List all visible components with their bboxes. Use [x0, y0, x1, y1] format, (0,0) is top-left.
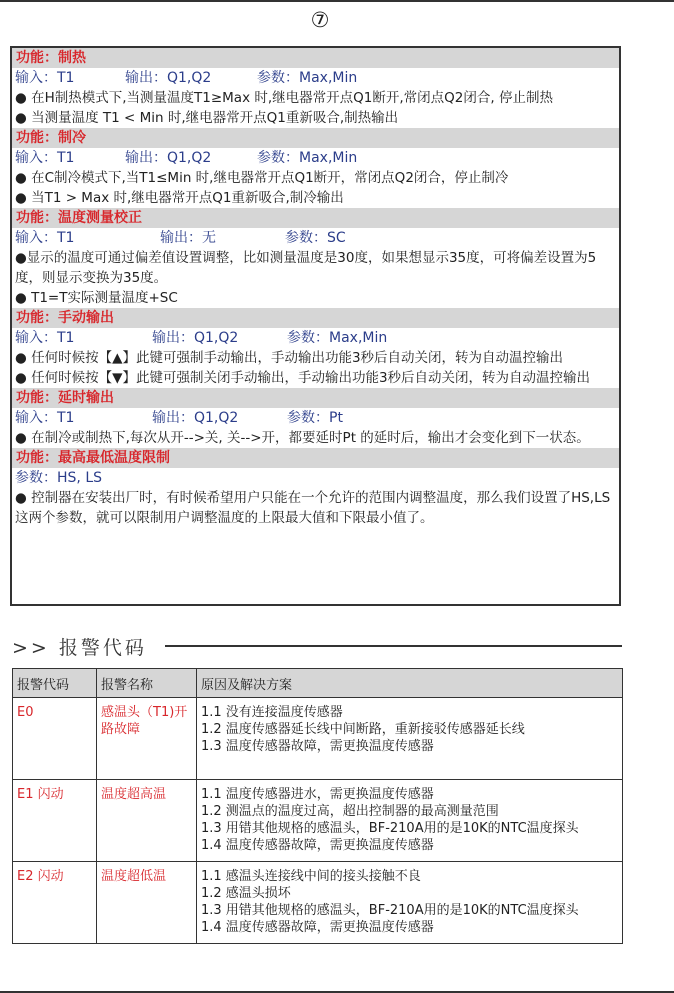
io-param: 参数：SC	[285, 230, 346, 246]
alarm-code: E1 闪动	[13, 780, 97, 862]
alarm-name: 温度超低温	[97, 862, 197, 944]
io-param: 参数：Max,Min	[287, 330, 388, 346]
function-line: ● 当测量温度 T1 < Min 时,继电器常开点Q1重新吸合,制热输出	[15, 110, 399, 126]
function-line: ● 在H制热模式下,当测量温度T1≥Max 时,继电器常开点Q1断开,常闭点Q2闭合, 停止制热	[15, 90, 553, 106]
function-line: ● 在C制冷模式下,当T1≤Min 时,继电器常开点Q1断开，常闭点Q2闭合，停止制冷	[15, 170, 509, 186]
io-input: 输入：T1	[15, 230, 75, 246]
top-rule	[0, 0, 674, 2]
io-input: 输入：T1	[15, 330, 75, 346]
column-header-causes: 原因及解决方案	[197, 669, 623, 698]
io-output: 输出：Q1,Q2	[125, 70, 212, 86]
io-input: 输入：T1	[15, 150, 75, 166]
function-io-manual	[12, 328, 619, 348]
function-paragraph: ● 任何时候按【▼】此键可强制关闭手动输出，手动输出功能3秒后自动关闭，转为自动温控输出	[15, 370, 591, 386]
cause-line: 1.3 用错其他规格的感温头，BF-210A用的是10K的NTC温度探头	[201, 821, 579, 836]
function-paragraph: ●显示的温度可通过偏差值设置调整，比如测量温度是30度，如果想显示35度，可将偏差设置为5度，则显示变换为35度。	[15, 250, 597, 286]
function-heading-delay: 功能：延时输出	[12, 388, 619, 408]
io-output: 输出：Q1,Q2	[125, 150, 212, 166]
function-io-cooling	[12, 148, 619, 168]
alarm-table-header-row	[13, 669, 623, 698]
cause-line: 1.1 感温头连接线中间的接头接触不良	[201, 869, 421, 884]
io-param: 参数：Max,Min	[257, 70, 358, 86]
function-line: ● T1=T实际测量温度+SC	[15, 290, 178, 306]
table-row	[13, 780, 623, 862]
function-io-delay	[12, 408, 619, 428]
column-header-name: 报警名称	[97, 669, 197, 698]
alarm-code: E2 闪动	[13, 862, 97, 944]
table-row	[13, 862, 623, 944]
function-line: ● 当T1 > Max 时,继电器常开点Q1重新吸合,制冷输出	[15, 190, 344, 206]
cause-line: 1.3 温度传感器故障，需更换温度传感器	[201, 739, 434, 754]
cause-line: 1.1 没有连接温度传感器	[201, 705, 343, 720]
function-box	[10, 46, 621, 606]
alarm-causes	[197, 698, 623, 780]
io-input: 输入：T1	[15, 70, 75, 86]
alarm-code: E0	[13, 698, 97, 780]
cause-line: 1.2 感温头损坏	[201, 886, 291, 901]
cause-line: 1.1 温度传感器进水，需更换温度传感器	[201, 787, 434, 802]
function-paragraph: ● 任何时候按【▲】此键可强制手动输出，手动输出功能3秒后自动关闭，转为自动温控输出	[15, 350, 564, 366]
function-io-heating	[12, 68, 619, 88]
io-param: 参数：Max,Min	[257, 150, 358, 166]
io-output: 输出：无	[160, 230, 216, 246]
function-io-limit	[12, 468, 619, 488]
io-input: 输入：T1	[15, 410, 75, 426]
io-output: 输出：Q1,Q2	[152, 330, 239, 346]
alarm-name: 感温头（T1)开路故障	[97, 698, 197, 780]
function-io-calibration	[12, 228, 619, 248]
io-param: 参数：Pt	[287, 410, 343, 426]
alarm-table	[12, 668, 623, 944]
function-paragraph: ● 在制冷或制热下,每次从开-->关, 关-->开，都要延时Pt 的延时后，输出才会变化到下一状态。	[15, 430, 590, 446]
function-heading-limit: 功能：最高最低温度限制	[12, 448, 619, 468]
cause-line: 1.2 温度传感器延长线中间断路，重新接驳传感器延长线	[201, 722, 525, 737]
function-heading-cooling: 功能：制冷	[12, 128, 619, 148]
cause-line: 1.4 温度传感器故障，需更换温度传感器	[201, 838, 434, 853]
alarm-heading-rule	[165, 645, 622, 647]
function-paragraph: ● 控制器在安装出厂时，有时候希望用户只能在一个允许的范围内调整温度，那么我们设置了HS,LS这两个参数，就可以限制用户调整温度的上限最大值和下限最小值了。	[15, 490, 611, 526]
function-heading-heating: 功能：制热	[12, 48, 619, 68]
alarm-section-heading: >> 报警代码	[12, 637, 147, 659]
alarm-causes	[197, 862, 623, 944]
table-row	[13, 698, 623, 780]
io-output: 输出：Q1,Q2	[152, 410, 239, 426]
alarm-name: 温度超高温	[97, 780, 197, 862]
alarm-causes	[197, 780, 623, 862]
function-heading-calibration: 功能：温度测量校正	[12, 208, 619, 228]
column-header-code: 报警代码	[13, 669, 97, 698]
page-number: ⑦	[310, 8, 330, 32]
function-heading-manual: 功能：手动输出	[12, 308, 619, 328]
cause-line: 1.2 测温点的温度过高，超出控制器的最高测量范围	[201, 804, 499, 819]
cause-line: 1.4 温度传感器故障，需更换温度传感器	[201, 920, 434, 935]
io-param: 参数：HS, LS	[15, 470, 103, 486]
cause-line: 1.3 用错其他规格的感温头，BF-210A用的是10K的NTC温度探头	[201, 903, 579, 918]
